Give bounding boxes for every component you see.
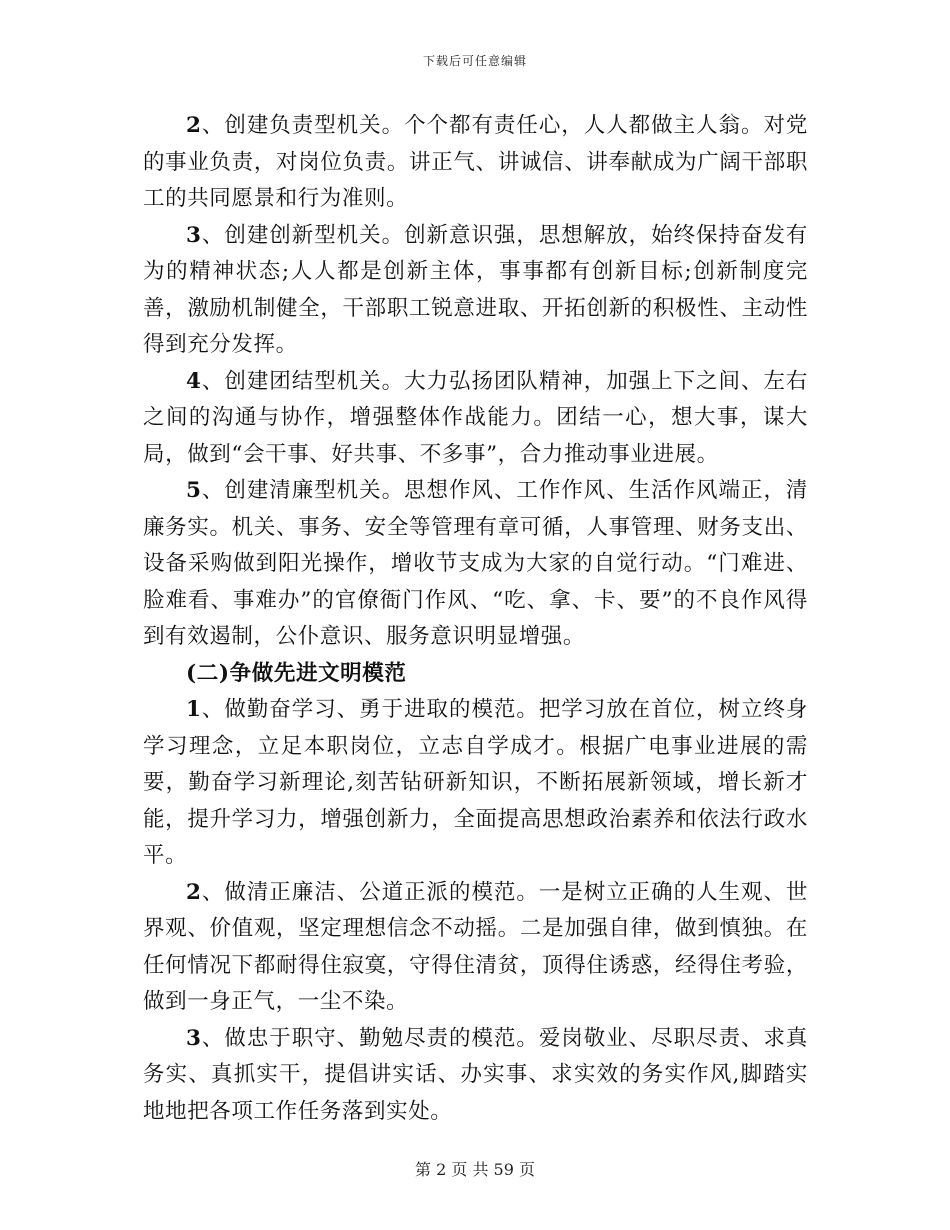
paragraph-create-responsible — [143, 108, 808, 218]
item-number: 5 — [186, 478, 202, 503]
paragraph-duty-model — [143, 1021, 808, 1131]
item-number: 3 — [186, 222, 202, 248]
paragraph-integrity-model — [143, 875, 808, 1021]
paragraph-text: 、创建清廉型机关。思想作风、工作作风、生活作风端正，清廉务实。机关、事务、安全等管理有章可循，人事管理、财务支出、设备采购做到阳光操作，增收节支成为大家的自觉行动。“门难进、脸难看、事难办”的官僚衙门作风、“吃、拿、卡、要”的不良作风得到有效遏制，公仆意识、服务意识明显增强。 — [143, 478, 808, 649]
page-footer: 第 2 页 共 59 页 — [415, 1160, 535, 1179]
item-number: 4 — [186, 368, 202, 394]
paragraph-text: 、做勤奋学习、勇于进取的模范。把学习放在首位，树立终身学习理念，立足本职岗位，立志自学成才。根据广电事业进展的需要，勤奋学习新理论,刻苦钻研新知识，不断拓展新领域，增长新才能，提升学习力，增强创新力，全面提高思想政治素养和依法行政水平。 — [143, 697, 808, 868]
page-header: 下载后可任意编辑 — [422, 54, 527, 68]
item-number: 1 — [186, 697, 202, 722]
item-number: 2 — [186, 879, 202, 905]
item-number: 3 — [186, 1025, 202, 1051]
paragraph-create-clean — [143, 473, 808, 656]
item-number: 2 — [186, 113, 202, 138]
paragraph-study-model — [143, 692, 808, 875]
paragraph-text: 、创建团结型机关。大力弘扬团队精神，加强上下之间、左右之间的沟通与协作，增强整体作战能力。团结一心，想大事，谋大局，做到“会干事、好共事、不多事”，合力推动事业进展。 — [143, 368, 808, 467]
paragraph-text: 、创建创新型机关。创新意识强，思想解放，始终保持奋发有为的精神状态;人人都是创新主体，事事都有创新目标;创新制度完善，激励机制健全，干部职工锐意进取、开拓创新的积极性、主动性得到充分发挥。 — [143, 222, 808, 357]
section-heading: (二)争做先进文明模范 — [186, 660, 407, 686]
paragraph-text: 、做忠于职守、勤勉尽责的模范。爱岗敬业、尽职尽责、求真务实、真抓实干，提倡讲实话、办实事、求实效的务实作风,脚踏实地地把各项工作任务落到实处。 — [143, 1025, 808, 1124]
document-body — [143, 108, 808, 1130]
paragraph-text: 、做清正廉洁、公道正派的模范。一是树立正确的人生观、世界观、价值观，坚定理想信念不动摇。二是加强自律，做到慎独。在任何情况下都耐得住寂寞，守得住清贫，顶得住诱惑，经得住考验，做到一身正气，一尘不染。 — [143, 879, 808, 1014]
paragraph-create-innovative — [143, 218, 808, 364]
paragraph-create-united — [143, 364, 808, 474]
paragraph-text: 、创建负责型机关。个个都有责任心，人人都做主人翁。对党的事业负责，对岗位负责。讲正气、讲诚信、讲奉献成为广阔干部职工的共同愿景和行为准则。 — [143, 113, 808, 211]
